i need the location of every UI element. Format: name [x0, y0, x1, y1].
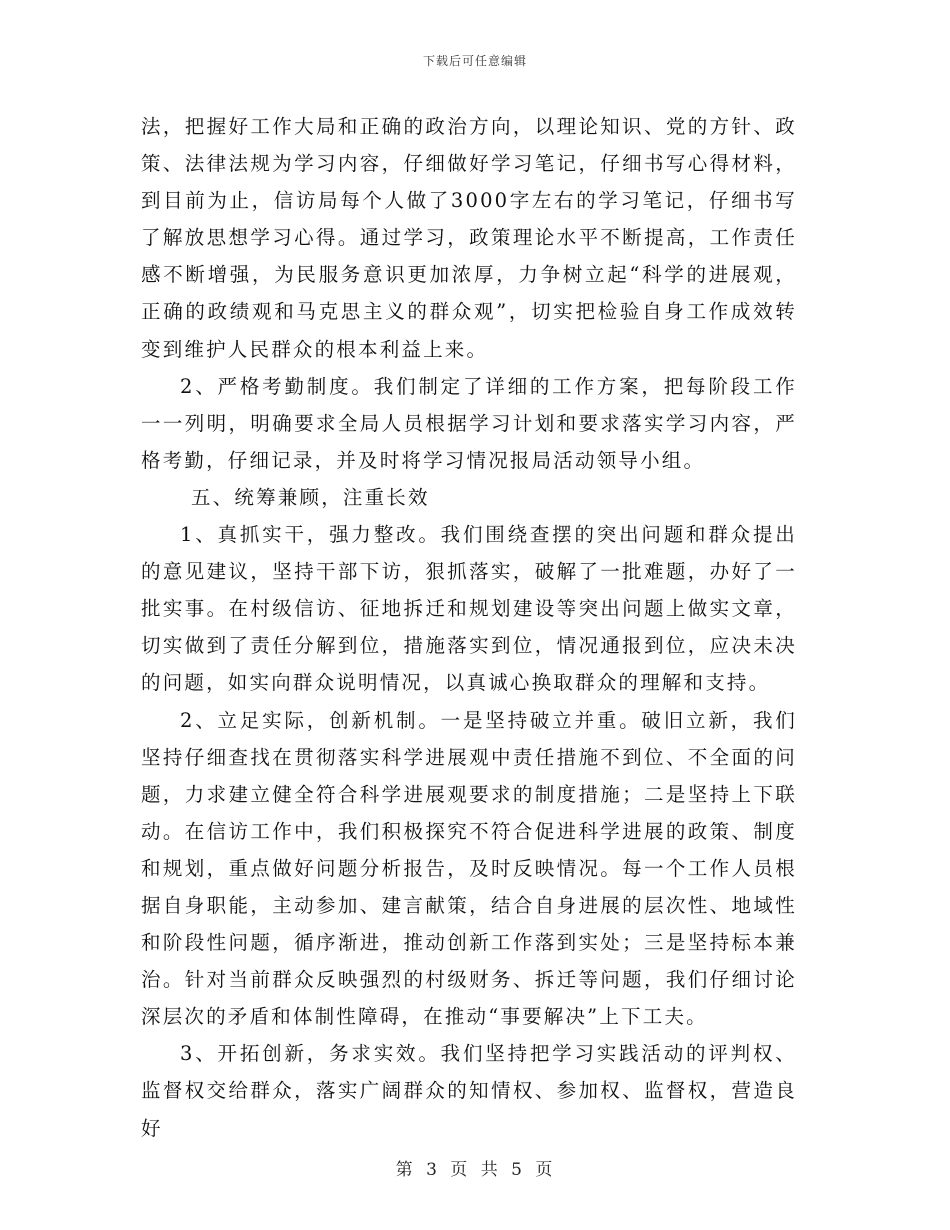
paragraph-pioneering: 3、开拓创新，务求实效。我们坚持把学习实践活动的评判权、监督权交给群众，落实广阔群众的知情权、参加权、监督权，营造良好	[141, 1042, 797, 1140]
paragraph-rectification: 1、真抓实干，强力整改。我们围绕查摆的突出问题和群众提出的意见建议，坚持干部下访，狠抓落实，破解了一批难题，办好了一批实事。在村级信访、征地拆迁和规划建设等突出问题上做实文章，切实做到了责任分解到位，措施落实到位，情况通报到位，应决未决的问题，如实向群众说明情况，以真诚心换取群众的理解和支持。	[141, 523, 797, 695]
paragraph-innovation-mechanism: 2、立足实际，创新机制。一是坚持破立并重。破旧立新，我们坚持仔细查找在贯彻落实科学进展观中责任措施不到位、不全面的问题，力求建立健全符合科学进展观要求的制度措施；二是坚持上下联动。在信访工作中，我们积极探究不符合促进科学进展的政策、制度和规划，重点做好问题分析报告，及时反映情况。每一个工作人员根据自身职能，主动参加、建言献策，结合自身进展的层次性、地域性和阶段性问题，循序渐进，推动创新工作落到实处；三是坚持标本兼治。针对当前群众反映强烈的村级财务、拆迁等问题，我们仔细讨论深层次的矛盾和体制性障碍，在推动“事要解决”上下工夫。	[141, 708, 797, 1029]
paragraph-continuation: 法，把握好工作大局和正确的政治方向，以理论知识、党的方针、政策、法律法规为学习内容，仔细做好学习笔记，仔细书写心得材料，到目前为止，信访局每个人做了3000字左右的学习笔记，仔细书写了解放思想学习心得。通过学习，政策理论水平不断提高，工作责任感不断增强，为民服务意识更加浓厚，力争树立起“科学的进展观，正确的政绩观和马克思主义的群众观”，切实把检验自身工作成效转变到维护人民群众的根本利益上来。	[141, 115, 797, 361]
paragraph-attendance-system: 2、严格考勤制度。我们制定了详细的工作方案，把每阶段工作一一列明，明确要求全局人员根据学习计划和要求落实学习内容，严格考勤，仔细记录，并及时将学习情况报局活动领导小组。	[141, 374, 797, 472]
header-note: 下载后可任意编辑	[422, 54, 527, 68]
document-body	[141, 108, 797, 1147]
section-heading-five: 五、统筹兼顾，注重长效	[191, 485, 430, 509]
page-number: 第 3 页 共 5 页	[395, 1160, 555, 1180]
